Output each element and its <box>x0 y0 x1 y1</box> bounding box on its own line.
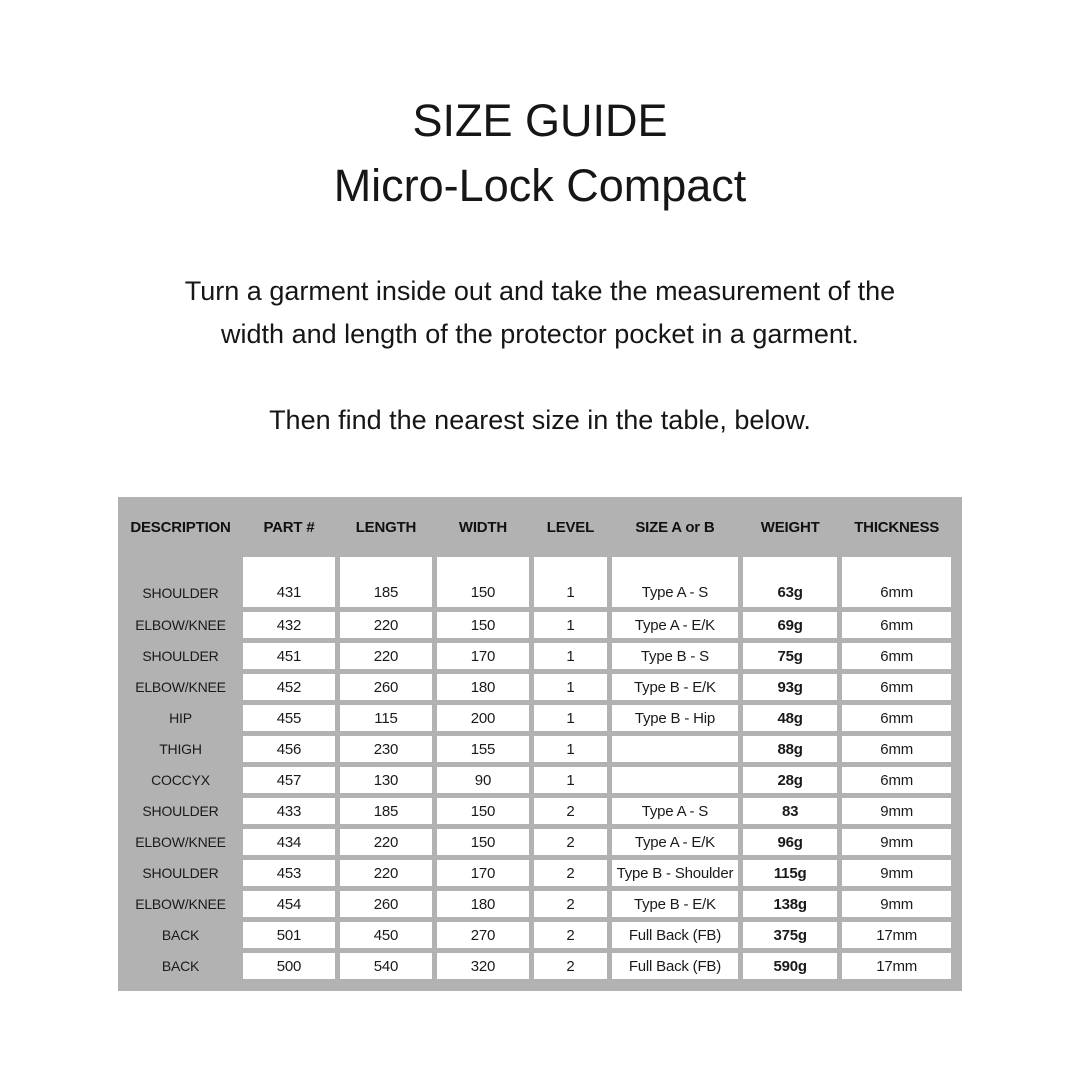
instructions-line-1: Turn a garment inside out and take the measurement of the <box>184 276 896 306</box>
cell-size: Type B - E/K <box>612 891 738 917</box>
table-row <box>123 767 951 793</box>
cell-thickness: 17mm <box>842 953 951 979</box>
column-header-thickness: THICKNESS <box>854 518 940 536</box>
size-table <box>118 497 956 984</box>
cell-part: 434 <box>243 829 335 855</box>
cell-level: 2 <box>534 891 607 917</box>
cell-length: 185 <box>340 798 432 824</box>
cell-thickness: 9mm <box>842 860 951 886</box>
cell-thickness: 17mm <box>842 922 951 948</box>
table-row <box>123 922 951 948</box>
cell-level: 1 <box>534 612 607 638</box>
cell-description: ELBOW/KNEE <box>135 834 226 850</box>
column-header-description: DESCRIPTION <box>130 518 231 536</box>
cell-size: Full Back (FB) <box>612 922 738 948</box>
cell-length: 260 <box>340 674 432 700</box>
cell-size: Type A - E/K <box>612 612 738 638</box>
cell-level: 2 <box>534 860 607 886</box>
table-row <box>123 860 951 886</box>
cell-length: 115 <box>340 705 432 731</box>
table-row <box>123 829 951 855</box>
cell-description: ELBOW/KNEE <box>135 896 226 912</box>
table-row <box>123 557 951 607</box>
cell-thickness: 9mm <box>842 891 951 917</box>
cell-weight: 138g <box>743 891 837 917</box>
cell-length: 260 <box>340 891 432 917</box>
cell-description: THIGH <box>159 741 202 757</box>
title-line-1: SIZE GUIDE <box>412 95 668 146</box>
cell-weight: 83 <box>743 798 837 824</box>
cell-part: 452 <box>243 674 335 700</box>
cell-width: 155 <box>437 736 529 762</box>
cell-size <box>612 767 738 793</box>
cell-description: SHOULDER <box>142 585 219 601</box>
cell-size: Type B - S <box>612 643 738 669</box>
table-row <box>123 953 951 979</box>
cell-width: 170 <box>437 860 529 886</box>
cell-part: 432 <box>243 612 335 638</box>
cell-thickness: 6mm <box>842 674 951 700</box>
column-header-weight: WEIGHT <box>760 518 820 536</box>
cell-weight: 48g <box>743 705 837 731</box>
cell-width: 180 <box>437 891 529 917</box>
cell-width: 90 <box>437 767 529 793</box>
cell-weight: 590g <box>743 953 837 979</box>
cell-size <box>612 736 738 762</box>
table-row <box>123 891 951 917</box>
table-row <box>123 643 951 669</box>
cell-thickness: 6mm <box>842 767 951 793</box>
cell-part: 454 <box>243 891 335 917</box>
cell-size: Type A - S <box>612 798 738 824</box>
cell-length: 220 <box>340 829 432 855</box>
cell-length: 220 <box>340 612 432 638</box>
cell-width: 150 <box>437 798 529 824</box>
cell-thickness: 9mm <box>842 829 951 855</box>
cell-level: 1 <box>534 643 607 669</box>
cell-thickness: 6mm <box>842 643 951 669</box>
table-row <box>123 705 951 731</box>
cell-level: 1 <box>534 674 607 700</box>
cell-size: Type A - S <box>612 557 738 607</box>
cell-length: 220 <box>340 643 432 669</box>
cell-thickness: 6mm <box>842 705 951 731</box>
cell-thickness: 6mm <box>842 557 951 607</box>
cell-description: SHOULDER <box>142 648 219 664</box>
cell-weight: 69g <box>743 612 837 638</box>
cell-level: 1 <box>534 557 607 607</box>
page-title <box>0 0 1080 218</box>
cell-length: 130 <box>340 767 432 793</box>
cell-thickness: 6mm <box>842 612 951 638</box>
cell-description: SHOULDER <box>142 865 219 881</box>
cell-description: ELBOW/KNEE <box>135 679 226 695</box>
cell-width: 170 <box>437 643 529 669</box>
instructions-line-3: Then find the nearest size in the table, below. <box>269 405 811 435</box>
cell-level: 2 <box>534 829 607 855</box>
cell-part: 453 <box>243 860 335 886</box>
cell-description: SHOULDER <box>142 803 219 819</box>
cell-part: 455 <box>243 705 335 731</box>
cell-width: 150 <box>437 829 529 855</box>
cell-size: Type A - E/K <box>612 829 738 855</box>
column-header-part: PART # <box>263 518 315 536</box>
cell-weight: 93g <box>743 674 837 700</box>
cell-level: 1 <box>534 705 607 731</box>
column-header-width: WIDTH <box>458 518 508 536</box>
table-header-row <box>123 502 951 552</box>
cell-width: 180 <box>437 674 529 700</box>
table-row <box>123 798 951 824</box>
cell-width: 270 <box>437 922 529 948</box>
table-row <box>123 612 951 638</box>
cell-part: 456 <box>243 736 335 762</box>
table-body <box>123 557 951 979</box>
cell-length: 185 <box>340 557 432 607</box>
cell-part: 457 <box>243 767 335 793</box>
cell-description: ELBOW/KNEE <box>135 617 226 633</box>
cell-size: Type B - Shoulder <box>612 860 738 886</box>
cell-description: BACK <box>161 927 200 943</box>
cell-level: 2 <box>534 953 607 979</box>
cell-weight: 115g <box>743 860 837 886</box>
cell-size: Full Back (FB) <box>612 953 738 979</box>
cell-width: 150 <box>437 557 529 607</box>
cell-width: 320 <box>437 953 529 979</box>
cell-length: 450 <box>340 922 432 948</box>
cell-length: 540 <box>340 953 432 979</box>
column-header-length: LENGTH <box>355 518 417 536</box>
cell-description: BACK <box>161 958 200 974</box>
cell-weight: 63g <box>743 557 837 607</box>
cell-weight: 28g <box>743 767 837 793</box>
cell-thickness: 9mm <box>842 798 951 824</box>
cell-width: 200 <box>437 705 529 731</box>
cell-part: 500 <box>243 953 335 979</box>
cell-part: 431 <box>243 557 335 607</box>
cell-level: 1 <box>534 736 607 762</box>
cell-part: 451 <box>243 643 335 669</box>
cell-weight: 375g <box>743 922 837 948</box>
cell-level: 2 <box>534 922 607 948</box>
size-table-container <box>118 497 962 991</box>
cell-level: 1 <box>534 767 607 793</box>
cell-description: HIP <box>169 710 192 726</box>
cell-part: 433 <box>243 798 335 824</box>
cell-description: COCCYX <box>151 772 210 788</box>
instructions-line-2: width and length of the protector pocket in a garment. <box>221 319 859 349</box>
cell-weight: 88g <box>743 736 837 762</box>
cell-thickness: 6mm <box>842 736 951 762</box>
title-line-2: Micro-Lock Compact <box>333 160 747 211</box>
cell-part: 501 <box>243 922 335 948</box>
cell-level: 2 <box>534 798 607 824</box>
cell-weight: 75g <box>743 643 837 669</box>
column-header-size: SIZE A or B <box>635 518 715 536</box>
instructions-paragraph-2 <box>0 356 1080 442</box>
cell-length: 230 <box>340 736 432 762</box>
column-header-level: LEVEL <box>546 518 595 536</box>
cell-size: Type B - Hip <box>612 705 738 731</box>
cell-length: 220 <box>340 860 432 886</box>
cell-width: 150 <box>437 612 529 638</box>
instructions-paragraph <box>0 218 1080 356</box>
cell-weight: 96g <box>743 829 837 855</box>
table-row <box>123 674 951 700</box>
cell-size: Type B - E/K <box>612 674 738 700</box>
table-row <box>123 736 951 762</box>
